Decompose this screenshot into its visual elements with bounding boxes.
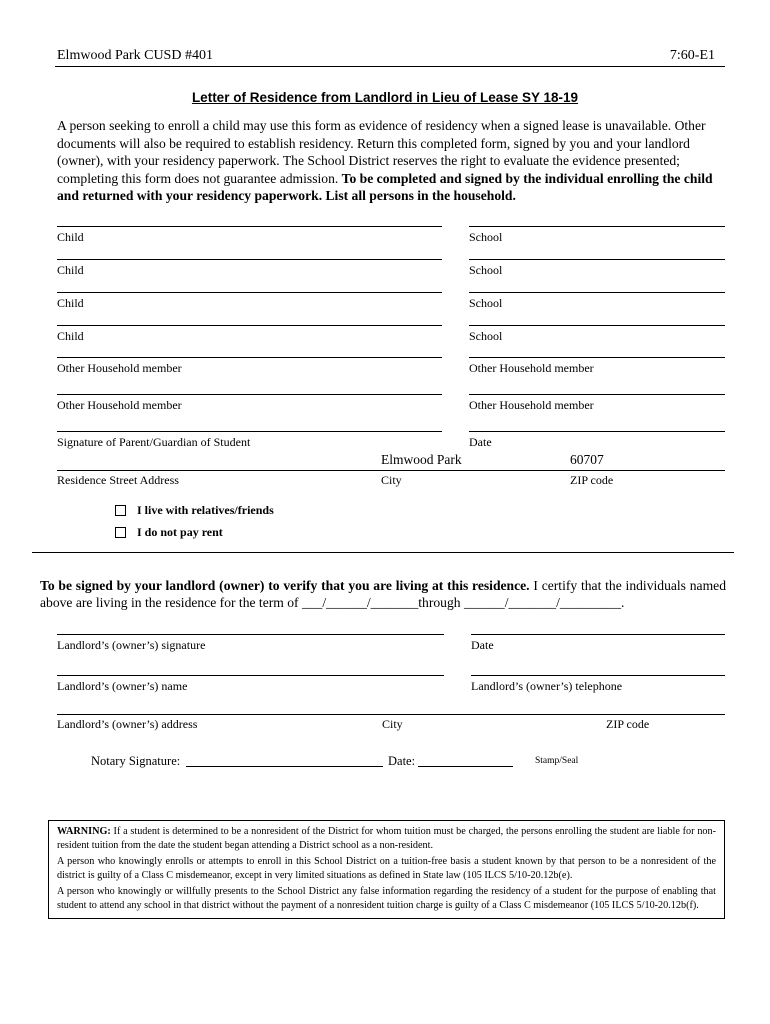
- child-1-label: Child: [57, 230, 84, 244]
- other-member-2-label: Other Household member: [469, 361, 594, 375]
- notary-date-label: Date:: [388, 754, 416, 768]
- notary-signature-label: Notary Signature:: [91, 754, 181, 768]
- city-value: Elmwood Park: [381, 452, 462, 467]
- intro-instructions: To be completed and signed by the individual enrolling the child and returned with your residency paperwork. List all persons in the household.: [57, 170, 713, 204]
- warning-box: [48, 820, 725, 919]
- address-label: Residence Street Address: [57, 473, 179, 487]
- notary-signature-line[interactable]: [186, 766, 383, 767]
- stamp-seal-label: Stamp/Seal: [535, 756, 579, 766]
- zip-value: 60707: [570, 452, 604, 467]
- school-1-label: School: [469, 230, 503, 244]
- checkbox-square-icon: [115, 505, 126, 516]
- school-3-label: School: [469, 296, 503, 310]
- child-2-label: Child: [57, 263, 84, 277]
- header-rule: [55, 66, 725, 67]
- school-1-field[interactable]: [469, 226, 725, 245]
- district-name: Elmwood Park CUSD #401: [57, 48, 213, 63]
- form-title: Letter of Residence from Landlord in Lieu of Lease SY 18-19: [191, 90, 579, 105]
- landlord-name-field[interactable]: [57, 675, 444, 694]
- certification-heading: To be signed by your landlord (owner) to verify that you are living at this residence.: [40, 578, 530, 593]
- landlord-address-label: Landlord’s (owner’s) address: [57, 717, 198, 731]
- landlord-city-label: City: [382, 717, 403, 731]
- relatives-label: I live with relatives/friends: [137, 503, 274, 517]
- warning-label: WARNING:: [57, 826, 111, 837]
- school-4-field[interactable]: [469, 325, 725, 344]
- intro-paragraph: [57, 117, 727, 205]
- intro-text: A person seeking to enroll a child may use this form as evidence of residency when a signed lease is unavailable. Other documents will also be required to establish residency. Return this completed form, signed by you and your landlord (owner), with your residency paperwork. The School District reserves the right to evaluate the evidence presented; completing this form does not guarantee admission.: [57, 118, 706, 186]
- certification-text: [40, 577, 726, 611]
- no-rent-checkbox[interactable]: [115, 525, 223, 540]
- school-3-field[interactable]: [469, 292, 725, 311]
- certification-body: I certify that the individuals named above are living in the residence for the term of ___/______/_______through ______/_______/_________.: [40, 578, 726, 610]
- child-3-field[interactable]: [57, 292, 442, 311]
- warning-paragraph-2: A person who knowingly enrolls or attempts to enroll in this School District on a tuition-free basis a student known by that person to be a nonresident of the district is guilty of a Class C misdemeanor, except in very limited situations as defined in State law (105 ILCS 5/10-20.12b(e).: [57, 856, 716, 881]
- child-4-field[interactable]: [57, 325, 442, 344]
- other-member-3-label: Other Household member: [57, 398, 182, 412]
- city-label: City: [381, 473, 402, 487]
- no-rent-label: I do not pay rent: [137, 525, 223, 539]
- form-code: 7:60-E1: [669, 48, 715, 63]
- landlord-signature-field[interactable]: [57, 634, 444, 653]
- parent-signature-label: Signature of Parent/Guardian of Student: [57, 435, 251, 449]
- other-member-4-field[interactable]: [469, 394, 725, 413]
- child-2-field[interactable]: [57, 259, 442, 278]
- other-member-2-field[interactable]: [469, 357, 725, 376]
- parent-date-label: Date: [469, 435, 492, 449]
- landlord-zip-label: ZIP code: [606, 717, 650, 731]
- notary-date-line[interactable]: [418, 766, 513, 767]
- landlord-signature-label: Landlord’s (owner’s) signature: [57, 638, 206, 652]
- landlord-date-field[interactable]: [471, 634, 725, 653]
- warning-paragraph-3: A person who knowingly or willfully presents to the School District any false information regarding the residency of a student for the purpose of enabling that student to attend any school in that district without the payment of a nonresident tuition charge is guilty of a Class C misdemeanor (105 ILCS 5/10-20.12b(f).: [57, 886, 716, 911]
- school-2-label: School: [469, 263, 503, 277]
- landlord-date-label: Date: [471, 638, 494, 652]
- parent-signature-field[interactable]: [57, 431, 442, 450]
- school-2-field[interactable]: [469, 259, 725, 278]
- other-member-1-field[interactable]: [57, 357, 442, 376]
- address-line[interactable]: [57, 470, 725, 471]
- child-3-label: Child: [57, 296, 84, 310]
- zip-label: ZIP code: [570, 473, 614, 487]
- child-4-label: Child: [57, 329, 84, 343]
- landlord-telephone-field[interactable]: [471, 675, 725, 694]
- warning-text-1: If a student is determined to be a nonresident of the District for whom tuition must be charged, the persons enrolling the student are liable for non-resident tuition from the date the student began attending a District school as a non-resident.: [57, 826, 716, 851]
- other-member-4-label: Other Household member: [469, 398, 594, 412]
- school-4-label: School: [469, 329, 503, 343]
- landlord-name-label: Landlord’s (owner’s) name: [57, 679, 188, 693]
- other-member-1-label: Other Household member: [57, 361, 182, 375]
- parent-date-field[interactable]: [469, 431, 725, 450]
- child-1-field[interactable]: [57, 226, 442, 245]
- landlord-address-line[interactable]: [57, 714, 725, 715]
- landlord-telephone-label: Landlord’s (owner’s) telephone: [471, 679, 623, 693]
- section-divider: [32, 552, 734, 553]
- other-member-3-field[interactable]: [57, 394, 442, 413]
- warning-paragraph-1: [57, 825, 716, 853]
- checkbox-square-icon: [115, 527, 126, 538]
- relatives-checkbox[interactable]: [115, 503, 274, 518]
